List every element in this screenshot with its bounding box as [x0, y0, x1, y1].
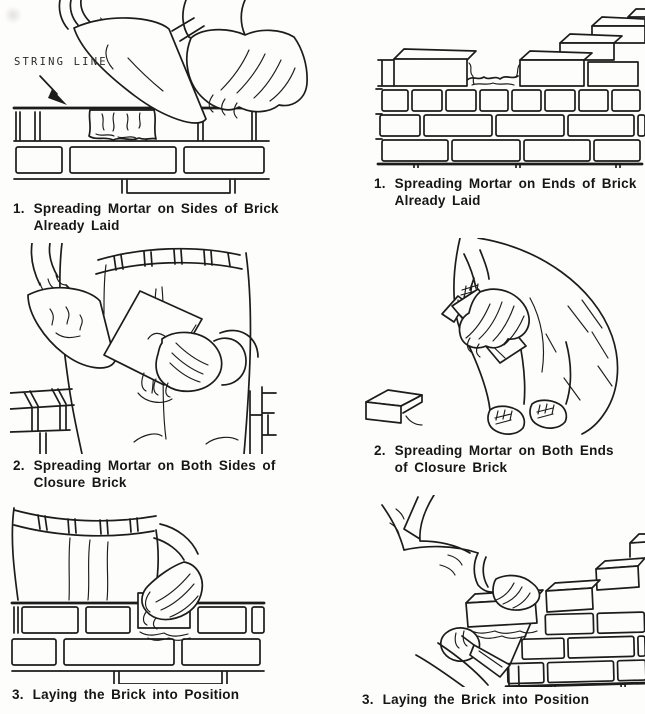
- illustration-buttering-closure-brick-ends: [330, 238, 645, 438]
- panel-right-step-2: [330, 238, 645, 476]
- caption-step-number: 3.: [362, 692, 374, 707]
- caption-step-number: 1.: [374, 176, 386, 191]
- caption-line-1: Spreading Mortar on Both Ends: [394, 443, 614, 458]
- caption-step-number: 3.: [12, 687, 24, 702]
- caption: [12, 687, 322, 704]
- caption-line-2: Already Laid: [33, 217, 120, 233]
- panel-left-step-1: [10, 0, 322, 234]
- caption-line-1: Spreading Mortar on Both Sides of: [33, 458, 276, 473]
- caption-line-1: Laying the Brick into Position: [382, 692, 590, 707]
- caption: [362, 692, 645, 709]
- illustration-buttering-closure-brick-sides: [10, 243, 320, 454]
- panel-left-step-3: [10, 498, 322, 704]
- caption: [13, 458, 322, 491]
- caption: [13, 201, 322, 234]
- illustration-placing-brick-into-gap: [10, 498, 320, 684]
- caption: [374, 176, 645, 209]
- caption-step-number: 1.: [13, 201, 25, 216]
- caption-step-number: 2.: [374, 443, 386, 458]
- caption-line-1: Spreading Mortar on Ends of Brick: [394, 176, 637, 191]
- illustration-placing-brick-on-stepped-wall: [330, 495, 645, 687]
- caption-line-2: of Closure Brick: [394, 459, 508, 475]
- caption-line-2: Already Laid: [394, 192, 481, 208]
- string-line-label: STRING LINE: [14, 56, 108, 68]
- caption: [374, 443, 645, 476]
- panel-left-step-2: [10, 243, 322, 491]
- caption-step-number: 2.: [13, 458, 25, 473]
- illustration-brick-wall-with-gap: [330, 8, 645, 168]
- caption-line-2: Closure Brick: [33, 474, 127, 490]
- panel-right-step-1: [330, 8, 645, 209]
- caption-line-1: Laying the Brick into Position: [32, 687, 240, 702]
- illustration-trowel-spreading-mortar-on-wall: [10, 0, 320, 196]
- panel-right-step-3: [330, 495, 645, 709]
- caption-line-1: Spreading Mortar on Sides of Brick: [33, 201, 279, 216]
- string-line-arrow-icon: [40, 76, 67, 105]
